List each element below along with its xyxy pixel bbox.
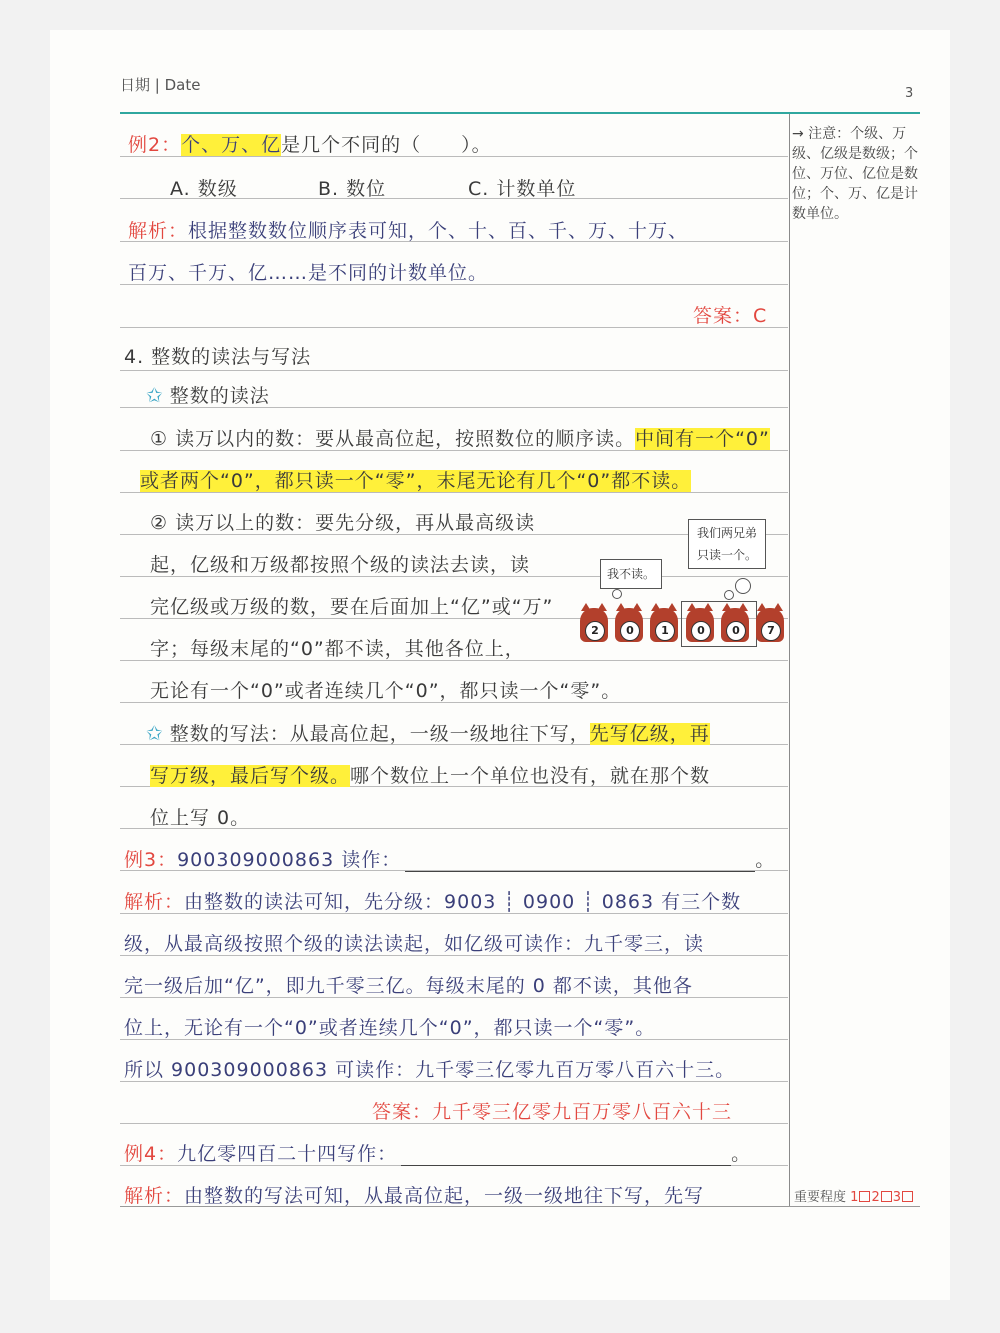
example2-analysis-line2: 百万、千万、亿……是不同的计数单位。: [128, 262, 489, 284]
page-number: 3: [905, 86, 914, 101]
example2-analysis-line1: [128, 216, 688, 243]
analysis-label: 解析：: [124, 1185, 185, 1207]
digit-ball: 0: [726, 621, 746, 641]
digit-ball: 2: [585, 621, 605, 641]
reading-rule2-line5: 无论有一个“0”或者连续几个“0”，都只读一个“零”。: [150, 680, 622, 702]
writing-text-cont: 哪个数位上一个单位也没有，就在那个数: [350, 765, 711, 787]
example2-option-b: B. 数位: [318, 178, 387, 200]
example2-option-c: C. 计数单位: [468, 178, 577, 200]
reading-rule1-line2: [140, 466, 691, 493]
sidebar-note: → 注意：个级、万级、亿级是数级；个位、万位、亿位是数位；个、万、亿是计数单位。: [792, 126, 918, 222]
thought-dot: [735, 578, 751, 594]
cat-figure: [756, 608, 784, 642]
ruled-line: [120, 327, 788, 328]
digit-ball: 0: [691, 621, 711, 641]
example3-answer: 答案：九千零三亿零九百万零八百六十三: [372, 1101, 733, 1123]
checkbox[interactable]: [859, 1191, 870, 1202]
rule1-highlight-cont: 或者两个“0”，都只读一个“零”，末尾无论有几个“0”都不读。: [140, 470, 692, 492]
importance-rating: [794, 1186, 914, 1205]
checkbox[interactable]: [881, 1191, 892, 1202]
reading-rule2-line3: 完亿级或万级的数，要在后面加上“亿”或“万”: [150, 596, 554, 618]
rule1-text: ① 读万以内的数：要从最高位起，按照数位的顺序读。: [150, 428, 636, 450]
example3-end: 。: [755, 849, 776, 871]
reading-heading-text: 整数的读法: [169, 385, 270, 407]
star-icon: ✩: [146, 383, 164, 407]
speech-bubble-left: 我不读。: [600, 559, 662, 589]
example3-question: [124, 845, 775, 872]
importance-level: 1: [850, 1190, 859, 1205]
writing-line1: [146, 719, 710, 746]
analysis-text: 由整数的读法可知，先分级：9003 ┊ 0900 ┊ 0863 有三个数: [184, 891, 742, 913]
writing-label: 整数的写法：: [169, 723, 290, 745]
section-title: 4. 整数的读法与写法: [124, 346, 312, 368]
example3-text: 900309000863 读作：: [177, 849, 402, 871]
analysis-text: 根据整数数位顺序表可知，个、十、百、千、万、十万、: [188, 220, 689, 242]
importance-level: 2: [871, 1190, 880, 1205]
example2-highlight: 个、万、亿: [181, 134, 282, 156]
example4-question: [124, 1139, 751, 1166]
reading-rule1-line1: [150, 424, 770, 451]
date-label: 日期 | Date: [120, 76, 201, 94]
example3-label: 例3：: [124, 849, 178, 871]
cat-figure: [615, 608, 643, 642]
bubble-right-line1: 我们两兄弟: [697, 526, 758, 540]
example2-answer: 答案：C: [693, 305, 768, 327]
answer-blank[interactable]: [401, 1147, 731, 1166]
writing-highlight: 先写亿级，再: [589, 723, 710, 745]
ruled-line: [120, 370, 788, 371]
star-icon: ✩: [146, 721, 164, 745]
header-divider: [120, 112, 920, 114]
importance-label: 重要程度: [794, 1190, 847, 1205]
answer-blank[interactable]: [405, 853, 755, 872]
example3-analysis-line1: [124, 887, 741, 914]
example4-label: 例4：: [124, 1143, 178, 1165]
thought-dot: [724, 590, 734, 600]
example3-analysis-line2: 级，从最高级按照个级的读法读起，如亿级可读作：九千零三，读: [124, 933, 705, 955]
digit-ball: 7: [761, 621, 781, 641]
cat-figure: [686, 608, 714, 642]
writing-line3: 位上写 0。: [150, 807, 251, 829]
digit-ball: 0: [620, 621, 640, 641]
cat-figure: [580, 608, 608, 642]
digit-ball: 1: [655, 621, 675, 641]
reading-heading: [146, 381, 270, 408]
example3-analysis-line5: 所以 900309000863 可读作：九千零三亿零九百万零八百六十三。: [124, 1059, 736, 1081]
example2-question: [128, 130, 492, 157]
example3-analysis-line3: 完一级后加“亿”，即九千零三亿。每级末尾的 0 都不读，其他各: [124, 975, 693, 997]
margin-divider: [789, 114, 790, 1206]
cat-figure: [650, 608, 678, 642]
speech-bubble-right: [688, 519, 766, 569]
writing-highlight-cont: 写万级，最后写个级。: [150, 765, 351, 787]
reading-rule2-line2: 起，亿级和万级都按照个级的读法去读，读: [150, 554, 531, 576]
writing-text: 从最高位起，一级一级地往下写，: [289, 723, 590, 745]
writing-line2: [150, 761, 710, 788]
thought-dot: [612, 589, 622, 599]
rule1-highlight: 中间有一个“0”: [635, 428, 770, 450]
example4-analysis-line1: [124, 1181, 704, 1208]
example4-text: 九亿零四百二十四写作：: [177, 1143, 398, 1165]
checkbox[interactable]: [902, 1191, 913, 1202]
example2-label: 例2：: [128, 134, 182, 156]
cat-figure: [721, 608, 749, 642]
importance-level: 3: [892, 1190, 901, 1205]
example3-analysis-line4: 位上，无论有一个“0”或者连续几个“0”，都只读一个“零”。: [124, 1017, 656, 1039]
example4-end: 。: [731, 1143, 752, 1165]
reading-rule2-line1: ② 读万以上的数：要先分级，再从最高级读: [150, 512, 536, 534]
example2-text: 是几个不同的（ ）。: [281, 134, 492, 156]
bubble-right-line2: 只读一个。: [697, 548, 758, 562]
reading-rule2-line4: 字；每级末尾的“0”都不读，其他各位上，: [150, 638, 525, 660]
analysis-label: 解析：: [128, 220, 189, 242]
analysis-label: 解析：: [124, 891, 185, 913]
analysis-text: 由整数的写法可知，从最高位起，一级一级地往下写，先写: [184, 1185, 705, 1207]
example2-option-a: A. 数级: [170, 178, 238, 200]
